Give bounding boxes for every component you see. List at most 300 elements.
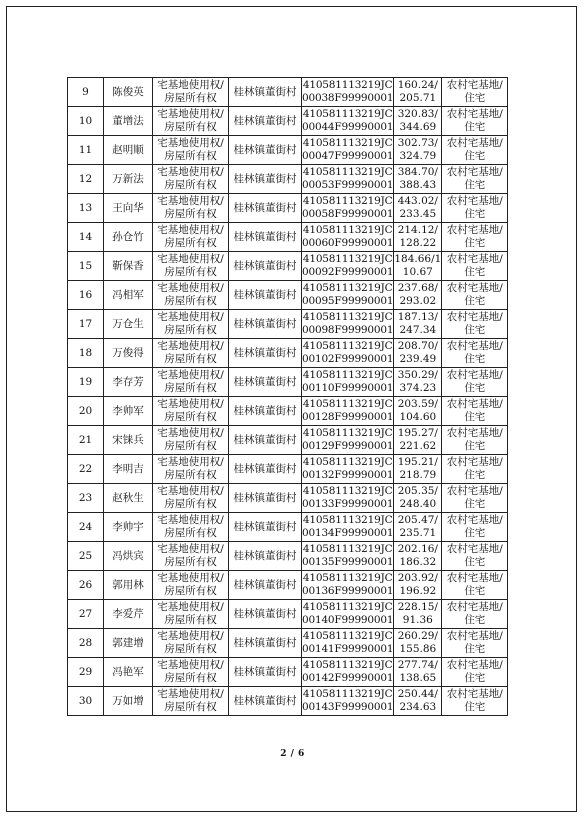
table-row: [68, 107, 508, 136]
cell-right-type: [153, 397, 229, 426]
cell-area-text: 302.73/: [397, 137, 438, 149]
cell-area-text: 187.13/: [397, 311, 438, 323]
cell-unit-code-text: 00141F99990001: [302, 643, 394, 655]
cell-unit-code-text: 410581113219JC: [302, 108, 393, 120]
cell-usage: [442, 310, 508, 339]
cell-right-type-text: 房屋所有权: [164, 295, 217, 307]
cell-area: [394, 687, 442, 716]
cell-unit-code-text: 410581113219JC: [302, 485, 393, 497]
cell-usage: [442, 281, 508, 310]
cell-number: [68, 542, 104, 571]
cell-unit-code-text: 00047F99990001: [302, 150, 394, 162]
cell-unit-code: [302, 136, 394, 165]
cell-unit-code-text: 410581113219JC: [302, 601, 393, 613]
cell-usage-text: 住宅: [464, 556, 486, 568]
cell-number-text: 15: [78, 259, 93, 272]
cell-area: [394, 310, 442, 339]
cell-number: [68, 281, 104, 310]
cell-usage: [442, 194, 508, 223]
cell-usage-text: 农村宅基地/: [446, 427, 503, 439]
cell-location: [229, 455, 302, 484]
cell-name: [104, 194, 153, 223]
cell-right-type-text: 宅基地使用权/: [157, 282, 224, 294]
cell-usage: [442, 513, 508, 542]
cell-number-text: 12: [78, 172, 93, 185]
cell-location-text: 桂林镇董街村: [233, 520, 297, 533]
records-table: [67, 77, 508, 716]
cell-unit-code: [302, 339, 394, 368]
cell-usage: [442, 339, 508, 368]
cell-name: [104, 78, 153, 107]
cell-right-type: [153, 310, 229, 339]
cell-area-text: 320.83/: [397, 108, 438, 120]
cell-right-type: [153, 78, 229, 107]
cell-number: [68, 687, 104, 716]
cell-number: [68, 658, 104, 687]
cell-unit-code-text: 00142F99990001: [302, 672, 394, 684]
cell-usage: [442, 571, 508, 600]
cell-right-type-text: 房屋所有权: [164, 150, 217, 162]
cell-name-text: 李帅军: [112, 404, 144, 417]
cell-number: [68, 368, 104, 397]
cell-unit-code-text: 00058F99990001: [302, 208, 394, 220]
cell-unit-code-text: 00044F99990001: [302, 121, 394, 133]
cell-location-text: 桂林镇董街村: [233, 578, 297, 591]
cell-usage: [442, 107, 508, 136]
cell-name-text: 靳保香: [112, 259, 144, 272]
cell-usage: [442, 687, 508, 716]
cell-area: [394, 629, 442, 658]
cell-usage-text: 农村宅基地/: [446, 543, 503, 555]
cell-unit-code-text: 410581113219JC: [302, 572, 393, 584]
cell-name-text: 李帅宇: [112, 520, 144, 533]
table-row: [68, 165, 508, 194]
table-row: [68, 484, 508, 513]
cell-usage: [442, 455, 508, 484]
cell-usage-text: 住宅: [464, 92, 486, 104]
table-row: [68, 78, 508, 107]
cell-number-text: 25: [78, 549, 93, 562]
cell-area: [394, 136, 442, 165]
cell-right-type: [153, 658, 229, 687]
cell-unit-code-text: 00092F99990001: [302, 266, 394, 278]
cell-usage-text: 住宅: [464, 498, 486, 510]
cell-area-text: 248.40: [399, 498, 437, 510]
table-row: [68, 542, 508, 571]
cell-right-type-text: 宅基地使用权/: [157, 688, 224, 700]
cell-unit-code-text: 00132F99990001: [302, 469, 394, 481]
cell-usage-text: 农村宅基地/: [446, 398, 503, 410]
cell-area-text: 344.69: [399, 121, 437, 133]
cell-area: [394, 223, 442, 252]
cell-right-type-text: 宅基地使用权/: [157, 572, 224, 584]
cell-name: [104, 368, 153, 397]
cell-area-text: 234.63: [399, 701, 437, 713]
cell-area-text: 160.24/: [397, 79, 438, 91]
cell-right-type: [153, 542, 229, 571]
cell-number: [68, 107, 104, 136]
cell-location-text: 桂林镇董街村: [233, 288, 297, 301]
cell-right-type: [153, 368, 229, 397]
cell-unit-code-text: 410581113219JC: [302, 659, 393, 671]
cell-area-text: 214.12/: [397, 224, 438, 236]
cell-location: [229, 629, 302, 658]
cell-location: [229, 368, 302, 397]
cell-number-text: 11: [78, 143, 93, 156]
records-table-body: [68, 78, 508, 716]
cell-right-type-text: 房屋所有权: [164, 469, 217, 481]
cell-right-type: [153, 426, 229, 455]
cell-area: [394, 600, 442, 629]
cell-location: [229, 223, 302, 252]
cell-name-text: 郭用林: [112, 578, 144, 591]
cell-unit-code-text: 410581113219JC: [302, 79, 393, 91]
cell-name: [104, 687, 153, 716]
cell-usage-text: 农村宅基地/: [446, 166, 503, 178]
cell-unit-code-text: 410581113219JC: [302, 253, 393, 265]
cell-area-text: 195.21/: [397, 456, 438, 468]
cell-right-type-text: 宅基地使用权/: [157, 311, 224, 323]
cell-number: [68, 310, 104, 339]
cell-number-text: 10: [78, 114, 93, 127]
cell-usage-text: 农村宅基地/: [446, 311, 503, 323]
cell-usage-text: 住宅: [464, 353, 486, 365]
cell-location: [229, 339, 302, 368]
cell-usage: [442, 165, 508, 194]
cell-number: [68, 397, 104, 426]
cell-right-type: [153, 252, 229, 281]
cell-right-type: [153, 223, 229, 252]
cell-location-text: 桂林镇董街村: [233, 172, 297, 185]
cell-usage-text: 住宅: [464, 266, 486, 278]
cell-unit-code: [302, 455, 394, 484]
cell-number-text: 21: [78, 433, 93, 446]
cell-unit-code-text: 410581113219JC: [302, 195, 393, 207]
cell-area-text: 228.15/: [397, 601, 438, 613]
cell-usage-text: 住宅: [464, 440, 486, 452]
cell-location-text: 桂林镇董街村: [233, 230, 297, 243]
cell-area-text: 205.35/: [397, 485, 438, 497]
cell-right-type: [153, 484, 229, 513]
cell-area-text: 195.27/: [397, 427, 438, 439]
cell-right-type-text: 宅基地使用权/: [157, 543, 224, 555]
table-row: [68, 397, 508, 426]
cell-name: [104, 107, 153, 136]
cell-location: [229, 426, 302, 455]
table-row: [68, 426, 508, 455]
cell-area-text: 186.32: [399, 556, 437, 568]
cell-usage-text: 农村宅基地/: [446, 514, 503, 526]
cell-area: [394, 107, 442, 136]
cell-location-text: 桂林镇董街村: [233, 665, 297, 678]
cell-unit-code: [302, 513, 394, 542]
cell-unit-code-text: 00053F99990001: [302, 179, 394, 191]
cell-right-type-text: 宅基地使用权/: [157, 659, 224, 671]
cell-location: [229, 194, 302, 223]
cell-unit-code: [302, 368, 394, 397]
cell-name-text: 王向华: [112, 201, 144, 214]
cell-right-type-text: 房屋所有权: [164, 672, 217, 684]
cell-number-text: 23: [78, 491, 93, 504]
cell-name: [104, 658, 153, 687]
cell-area-text: 128.22: [399, 237, 437, 249]
cell-usage-text: 农村宅基地/: [446, 601, 503, 613]
cell-usage: [442, 600, 508, 629]
cell-right-type-text: 宅基地使用权/: [157, 195, 224, 207]
cell-area-text: 374.23: [399, 382, 437, 394]
cell-location-text: 桂林镇董街村: [233, 462, 297, 475]
cell-usage-text: 住宅: [464, 585, 486, 597]
cell-right-type-text: 宅基地使用权/: [157, 630, 224, 642]
cell-right-type-text: 宅基地使用权/: [157, 108, 224, 120]
cell-area-text: 138.65: [399, 672, 437, 684]
cell-area-text: 184.66/1: [394, 253, 442, 265]
cell-area-text: 260.29/: [397, 630, 438, 642]
cell-usage: [442, 629, 508, 658]
cell-area-text: 247.34: [399, 324, 437, 336]
cell-unit-code-text: 410581113219JC: [302, 456, 393, 468]
cell-location: [229, 281, 302, 310]
cell-unit-code-text: 410581113219JC: [302, 398, 393, 410]
cell-location-text: 桂林镇董街村: [233, 114, 297, 127]
cell-unit-code: [302, 194, 394, 223]
cell-unit-code-text: 00129F99990001: [302, 440, 394, 452]
cell-right-type-text: 宅基地使用权/: [157, 456, 224, 468]
cell-right-type: [153, 455, 229, 484]
cell-usage-text: 农村宅基地/: [446, 282, 503, 294]
cell-unit-code: [302, 542, 394, 571]
cell-unit-code: [302, 484, 394, 513]
cell-unit-code-text: 410581113219JC: [302, 688, 393, 700]
table-row: [68, 513, 508, 542]
cell-area-text: 250.44/: [397, 688, 438, 700]
cell-name-text: 李爱芹: [112, 607, 144, 620]
cell-right-type-text: 宅基地使用权/: [157, 514, 224, 526]
cell-unit-code-text: 410581113219JC: [302, 224, 393, 236]
cell-usage-text: 住宅: [464, 614, 486, 626]
cell-usage-text: 农村宅基地/: [446, 340, 503, 352]
cell-usage-text: 农村宅基地/: [446, 485, 503, 497]
cell-unit-code: [302, 310, 394, 339]
cell-right-type-text: 宅基地使用权/: [157, 137, 224, 149]
cell-name-text: 孙仓竹: [112, 230, 144, 243]
cell-right-type: [153, 513, 229, 542]
cell-right-type-text: 宅基地使用权/: [157, 340, 224, 352]
cell-usage: [442, 542, 508, 571]
cell-area-text: 237.68/: [397, 282, 438, 294]
cell-name-text: 董增法: [112, 114, 144, 127]
cell-unit-code-text: 00133F99990001: [302, 498, 394, 510]
cell-area: [394, 513, 442, 542]
cell-unit-code-text: 00143F99990001: [302, 701, 394, 713]
cell-area-text: 155.86: [399, 643, 437, 655]
cell-name: [104, 339, 153, 368]
cell-right-type-text: 宅基地使用权/: [157, 427, 224, 439]
cell-right-type-text: 房屋所有权: [164, 179, 217, 191]
cell-right-type-text: 房屋所有权: [164, 382, 217, 394]
cell-area-text: 91.36: [402, 614, 433, 626]
cell-number-text: 9: [82, 85, 89, 98]
cell-number: [68, 339, 104, 368]
cell-right-type-text: 宅基地使用权/: [157, 601, 224, 613]
table-row: [68, 571, 508, 600]
table-row: [68, 687, 508, 716]
cell-name-text: 冯相军: [112, 288, 144, 301]
cell-location: [229, 310, 302, 339]
cell-area-text: 239.49: [399, 353, 437, 365]
cell-number: [68, 484, 104, 513]
cell-location-text: 桂林镇董街村: [233, 607, 297, 620]
cell-unit-code: [302, 687, 394, 716]
cell-name: [104, 629, 153, 658]
cell-unit-code-text: 00102F99990001: [302, 353, 394, 365]
cell-right-type: [153, 600, 229, 629]
cell-number: [68, 600, 104, 629]
cell-name: [104, 426, 153, 455]
cell-usage-text: 住宅: [464, 179, 486, 191]
table-row: [68, 136, 508, 165]
cell-number: [68, 78, 104, 107]
cell-area: [394, 165, 442, 194]
cell-usage-text: 农村宅基地/: [446, 224, 503, 236]
cell-usage-text: 农村宅基地/: [446, 659, 503, 671]
cell-number-text: 17: [78, 317, 93, 330]
cell-right-type-text: 宅基地使用权/: [157, 79, 224, 91]
cell-unit-code-text: 410581113219JC: [302, 340, 393, 352]
cell-unit-code-text: 00110F99990001: [302, 382, 394, 394]
cell-usage: [442, 368, 508, 397]
cell-number: [68, 455, 104, 484]
cell-right-type-text: 房屋所有权: [164, 701, 217, 713]
cell-area-text: 388.43: [399, 179, 437, 191]
cell-right-type-text: 宅基地使用权/: [157, 224, 224, 236]
cell-area-text: 324.79: [399, 150, 437, 162]
cell-usage-text: 农村宅基地/: [446, 108, 503, 120]
cell-unit-code-text: 410581113219JC: [302, 311, 393, 323]
cell-unit-code-text: 410581113219JC: [302, 166, 393, 178]
cell-location: [229, 252, 302, 281]
cell-unit-code: [302, 78, 394, 107]
cell-right-type: [153, 281, 229, 310]
cell-usage-text: 农村宅基地/: [446, 572, 503, 584]
cell-name-text: 万俊得: [112, 346, 144, 359]
cell-number-text: 13: [78, 201, 93, 214]
cell-right-type-text: 房屋所有权: [164, 353, 217, 365]
cell-area-text: 205.71: [399, 92, 437, 104]
cell-usage-text: 农村宅基地/: [446, 253, 503, 265]
cell-area: [394, 78, 442, 107]
cell-number-text: 18: [78, 346, 93, 359]
cell-name: [104, 310, 153, 339]
cell-usage-text: 农村宅基地/: [446, 630, 503, 642]
cell-number: [68, 165, 104, 194]
cell-unit-code: [302, 165, 394, 194]
cell-unit-code-text: 00134F99990001: [302, 527, 394, 539]
cell-usage: [442, 252, 508, 281]
cell-area-text: 350.29/: [397, 369, 438, 381]
cell-area: [394, 368, 442, 397]
cell-location-text: 桂林镇董街村: [233, 375, 297, 388]
page-number: 2 / 6: [280, 749, 305, 759]
cell-name-text: 李存芳: [112, 375, 144, 388]
cell-number-text: 26: [78, 578, 93, 591]
cell-right-type: [153, 107, 229, 136]
cell-usage-text: 住宅: [464, 527, 486, 539]
cell-area: [394, 542, 442, 571]
cell-area-text: 10.67: [402, 266, 433, 278]
cell-area: [394, 397, 442, 426]
cell-name: [104, 223, 153, 252]
cell-location: [229, 136, 302, 165]
cell-right-type: [153, 165, 229, 194]
cell-usage-text: 住宅: [464, 150, 486, 162]
cell-name-text: 冯烘宾: [112, 549, 144, 562]
cell-number-text: 27: [78, 607, 93, 620]
cell-location-text: 桂林镇董街村: [233, 636, 297, 649]
cell-unit-code-text: 00128F99990001: [302, 411, 394, 423]
cell-location-text: 桂林镇董街村: [233, 317, 297, 330]
cell-unit-code-text: 00038F99990001: [302, 92, 394, 104]
cell-number-text: 24: [78, 520, 93, 533]
cell-name: [104, 397, 153, 426]
cell-location-text: 桂林镇董街村: [233, 85, 297, 98]
cell-unit-code: [302, 281, 394, 310]
cell-location: [229, 484, 302, 513]
cell-unit-code-text: 00135F99990001: [302, 556, 394, 568]
cell-usage-text: 农村宅基地/: [446, 195, 503, 207]
cell-usage-text: 住宅: [464, 469, 486, 481]
cell-right-type-text: 房屋所有权: [164, 643, 217, 655]
cell-usage-text: 住宅: [464, 121, 486, 133]
cell-usage-text: 农村宅基地/: [446, 79, 503, 91]
cell-location: [229, 78, 302, 107]
cell-right-type: [153, 339, 229, 368]
cell-unit-code: [302, 629, 394, 658]
table-row: [68, 310, 508, 339]
cell-right-type-text: 房屋所有权: [164, 498, 217, 510]
cell-right-type: [153, 136, 229, 165]
cell-name-text: 郭建增: [112, 636, 144, 649]
cell-name: [104, 455, 153, 484]
cell-area: [394, 339, 442, 368]
cell-usage-text: 住宅: [464, 208, 486, 220]
cell-location-text: 桂林镇董街村: [233, 259, 297, 272]
cell-name: [104, 281, 153, 310]
cell-unit-code: [302, 107, 394, 136]
cell-unit-code-text: 410581113219JC: [302, 282, 393, 294]
cell-number: [68, 223, 104, 252]
cell-area-text: 233.45: [399, 208, 437, 220]
cell-right-type-text: 宅基地使用权/: [157, 166, 224, 178]
cell-usage-text: 农村宅基地/: [446, 688, 503, 700]
cell-unit-code: [302, 223, 394, 252]
cell-location: [229, 571, 302, 600]
cell-location-text: 桂林镇董街村: [233, 433, 297, 446]
table-row: [68, 600, 508, 629]
cell-number: [68, 252, 104, 281]
cell-usage-text: 住宅: [464, 324, 486, 336]
cell-name-text: 冯艳军: [112, 665, 144, 678]
cell-usage-text: 住宅: [464, 672, 486, 684]
table-row: [68, 629, 508, 658]
cell-right-type-text: 房屋所有权: [164, 237, 217, 249]
cell-area-text: 203.59/: [397, 398, 438, 410]
cell-area: [394, 484, 442, 513]
table-row: [68, 223, 508, 252]
cell-unit-code-text: 410581113219JC: [302, 543, 393, 555]
cell-number: [68, 426, 104, 455]
cell-number-text: 29: [78, 665, 93, 678]
